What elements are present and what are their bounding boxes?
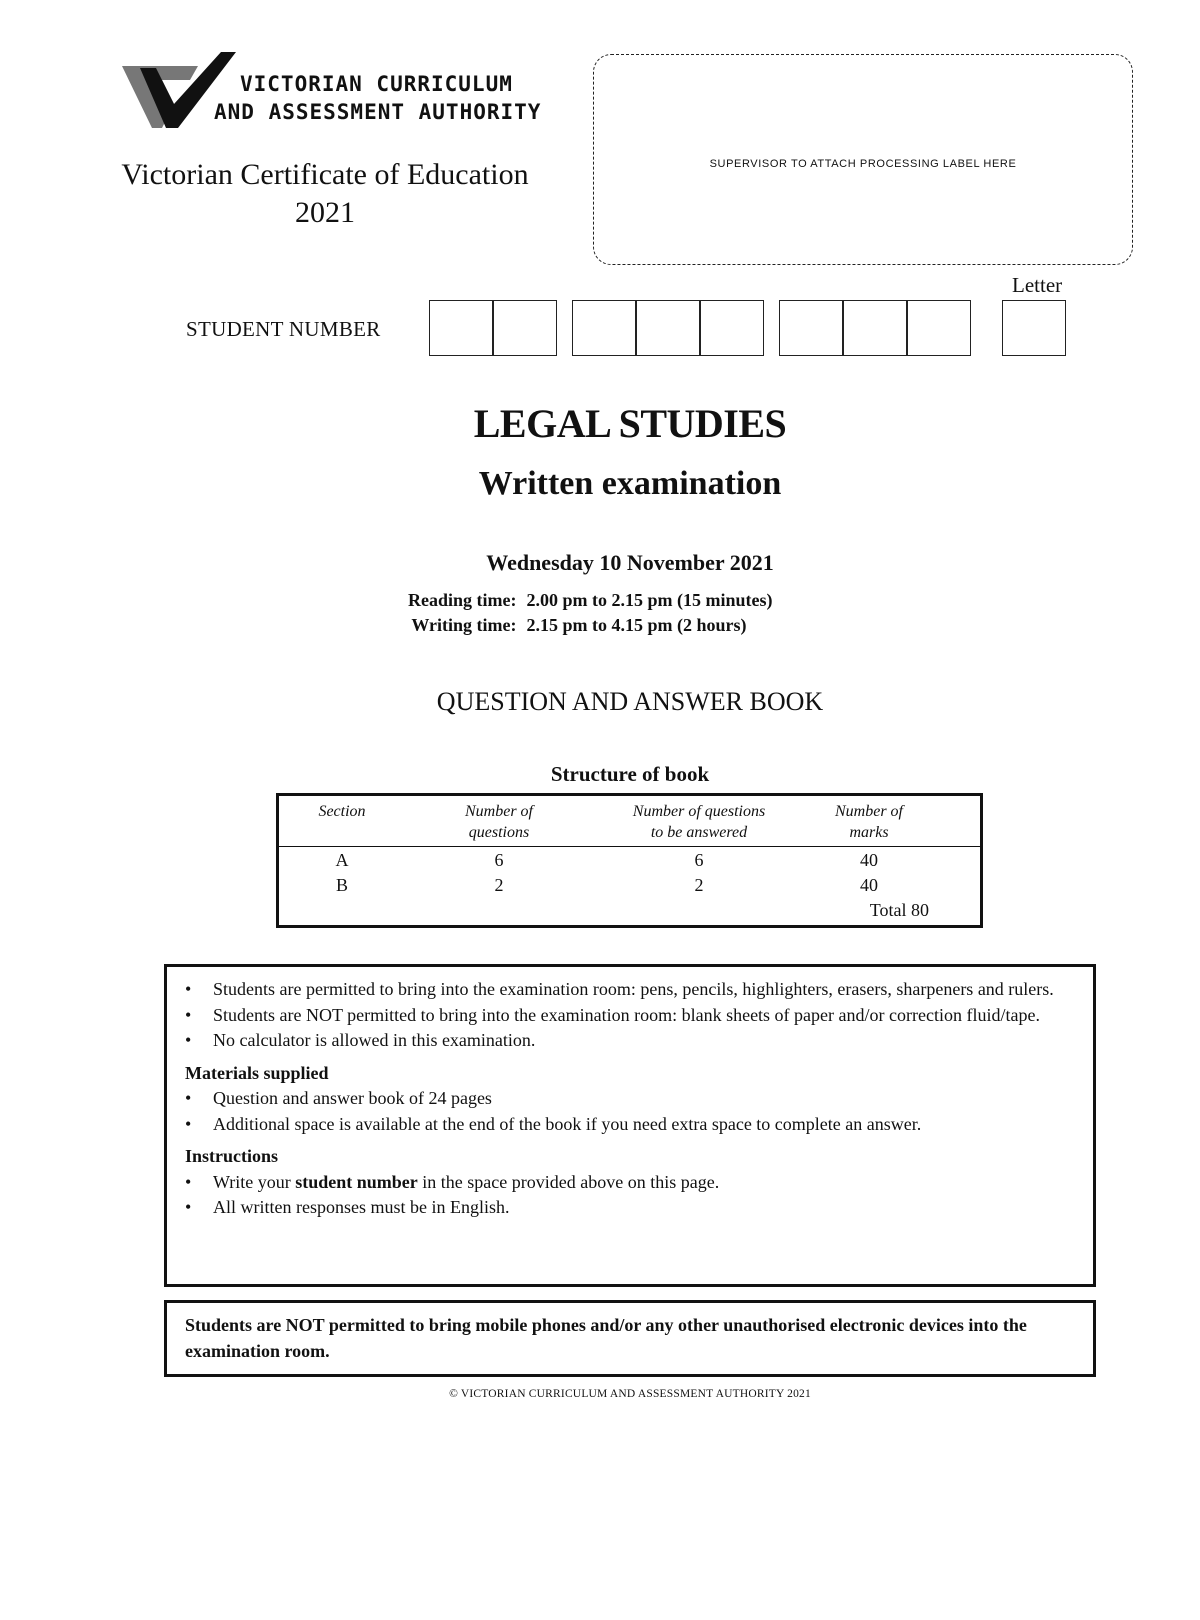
table-cell: 6 xyxy=(494,850,504,870)
student-number-box[interactable] xyxy=(907,300,971,356)
list-item xyxy=(185,1195,1077,1221)
header-questions-to-answer xyxy=(599,801,799,843)
writing-time: 2.15 pm to 4.15 pm (2 hours) xyxy=(526,615,747,635)
processing-label-area xyxy=(593,54,1133,265)
total-marks: Total 80 xyxy=(869,900,929,920)
certificate-year: 2021 xyxy=(295,196,355,229)
header-text: to be answered xyxy=(650,824,748,841)
exam-type: Written examination xyxy=(478,465,782,502)
book-title: QUESTION AND ANSWER BOOK xyxy=(436,687,824,716)
writing-time-label: Writing time: xyxy=(411,615,517,635)
vcaa-logo xyxy=(122,52,542,132)
table-cell: 2 xyxy=(494,875,504,895)
reading-time-label: Reading time: xyxy=(408,590,517,610)
header-text: Number of xyxy=(835,803,903,820)
exam-times xyxy=(408,588,772,638)
table-cell: 2 xyxy=(694,875,704,895)
copyright-notice: © VICTORIAN CURRICULUM AND ASSESSMENT AUTHORITY 2021 xyxy=(449,1388,811,1400)
processing-label-instruction: SUPERVISOR TO ATTACH PROCESSING LABEL HERE xyxy=(709,158,1017,170)
instruction-text-pre: Write your xyxy=(213,1171,296,1192)
letter-label: Letter xyxy=(1012,273,1063,297)
bullet-icon: • xyxy=(185,1171,192,1192)
subject-title: LEGAL STUDIES xyxy=(473,401,787,446)
exam-rules-box xyxy=(164,964,1096,1287)
rule-text: Students are NOT permitted to bring into the examination room: blank sheets of paper and/or correction fluid/tape. xyxy=(213,1004,1040,1025)
certificate-name: Victorian Certificate of Education xyxy=(121,158,529,191)
list-item xyxy=(185,977,1077,1003)
table-cell: 6 xyxy=(694,850,704,870)
structure-title: Structure of book xyxy=(550,762,710,786)
header-section xyxy=(297,801,387,822)
student-number-label: STUDENT NUMBER xyxy=(186,317,381,341)
instruction-text: All written responses must be in English. xyxy=(213,1197,510,1217)
header-text: marks xyxy=(849,824,889,841)
header-text: Number of questions xyxy=(632,803,766,820)
table-cell: B xyxy=(335,875,348,895)
list-item xyxy=(185,1112,1077,1138)
rule-text: Students are permitted to bring into the examination room: pens, pencils, highlighters, erasers, sharpeners and rulers. xyxy=(213,979,1054,999)
list-item xyxy=(185,1086,1077,1112)
list-item xyxy=(185,1170,1077,1196)
student-number-box[interactable] xyxy=(700,300,764,356)
rule-text: No calculator is allowed in this examination. xyxy=(213,1030,536,1050)
header-text: questions xyxy=(468,824,530,841)
student-letter-box[interactable] xyxy=(1002,300,1066,356)
bullet-icon: • xyxy=(185,1113,192,1134)
instructions-heading: Instructions xyxy=(185,1146,279,1166)
header-number-of-marks xyxy=(809,801,929,843)
header-number-of-questions xyxy=(439,801,559,843)
logo-text-line2: AND ASSESSMENT AUTHORITY xyxy=(214,100,542,124)
header-text: Number of xyxy=(465,803,533,820)
bullet-icon: • xyxy=(185,1004,192,1025)
student-number-box[interactable] xyxy=(779,300,843,356)
reading-time: 2.00 pm to 2.15 pm (15 minutes) xyxy=(526,590,773,610)
bullet-icon: • xyxy=(185,979,192,999)
structure-table xyxy=(276,793,983,928)
material-text: Question and answer book of 24 pages xyxy=(213,1088,492,1108)
exam-date: Wednesday 10 November 2021 xyxy=(486,550,774,575)
list-item xyxy=(185,1003,1077,1029)
bullet-icon: • xyxy=(185,1197,192,1217)
student-number-box[interactable] xyxy=(636,300,700,356)
header-divider xyxy=(279,846,980,847)
material-text: Additional space is available at the end of the book if you need extra space to complete an answer. xyxy=(213,1113,922,1134)
list-item xyxy=(185,1028,1077,1054)
student-number-box[interactable] xyxy=(493,300,557,356)
instruction-text-bold: student number xyxy=(295,1171,418,1192)
student-number-box[interactable] xyxy=(429,300,493,356)
electronic-devices-warning: Students are NOT permitted to bring mobile phones and/or any other unauthorised electronic devices into the examination room. xyxy=(164,1300,1096,1377)
certificate-title xyxy=(100,156,550,232)
bullet-icon: • xyxy=(185,1030,192,1050)
instruction-text-post: in the space provided above on this page. xyxy=(417,1171,720,1192)
logo-text-line1: VICTORIAN CURRICULUM xyxy=(240,72,513,96)
table-cell: 40 xyxy=(860,875,878,895)
table-cell: A xyxy=(335,850,349,870)
bullet-icon: • xyxy=(185,1088,192,1108)
student-number-box[interactable] xyxy=(572,300,636,356)
student-number-box[interactable] xyxy=(843,300,907,356)
header-section-text: Section xyxy=(318,803,366,820)
table-cell: 40 xyxy=(860,850,878,870)
materials-heading: Materials supplied xyxy=(185,1062,329,1083)
